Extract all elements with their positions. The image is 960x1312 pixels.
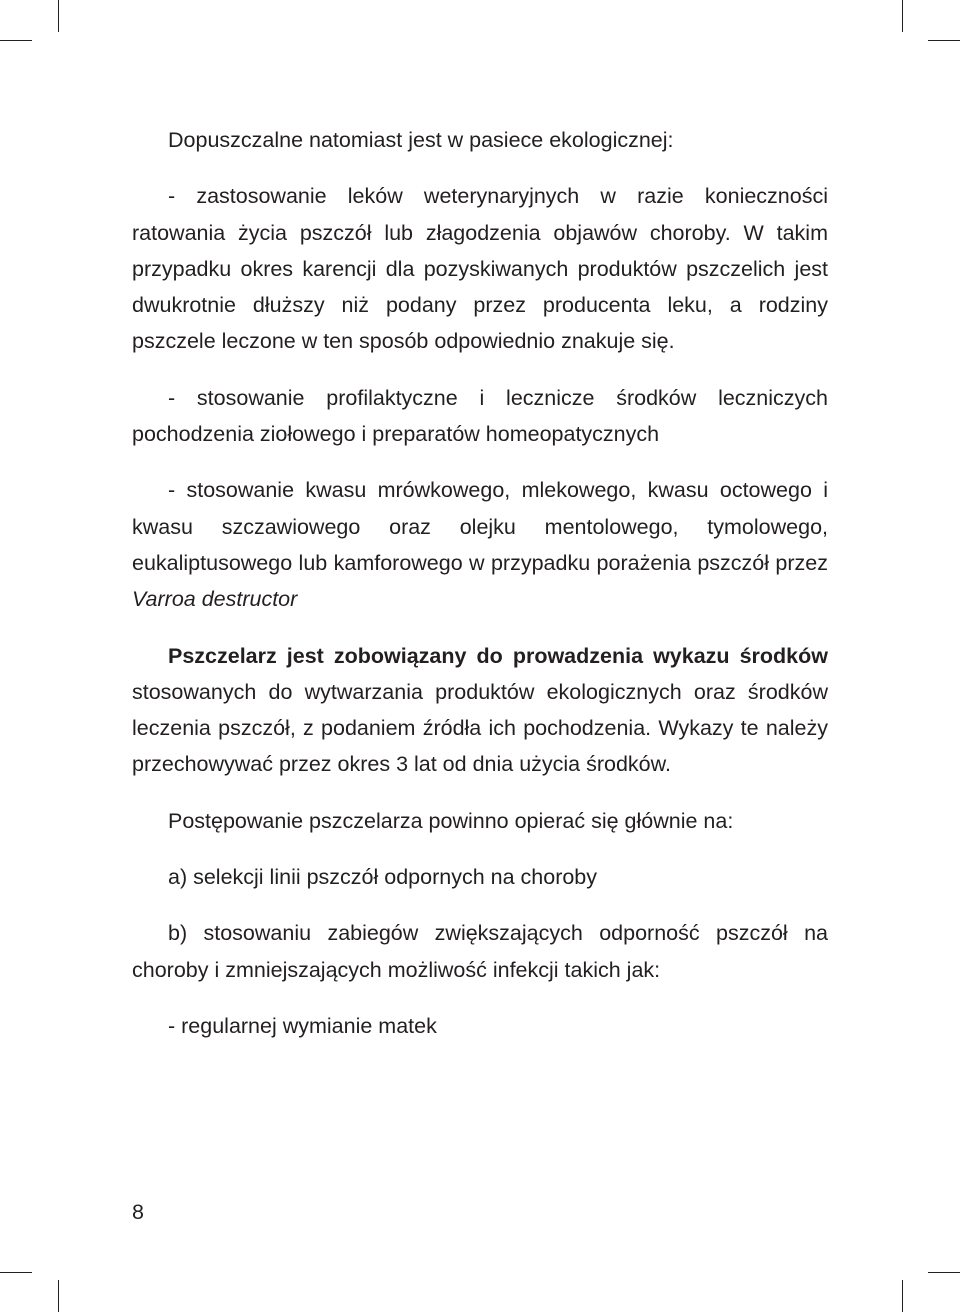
crop-mark <box>58 0 59 32</box>
crop-mark <box>58 1280 59 1312</box>
paragraph-procedure: Postępowanie pszczelarza powinno opierać się głównie na: <box>168 808 734 833</box>
crop-mark <box>928 1272 960 1273</box>
crop-mark <box>902 1280 903 1312</box>
page-content <box>132 122 828 1044</box>
crop-mark <box>0 40 32 41</box>
varroa-term: Varroa destructor <box>132 587 298 612</box>
paragraph-acids <box>132 472 828 617</box>
paragraph-item-b: b) stosowaniu zabiegów zwiększających odporność pszczół na choroby i zmniejszających możliwość infekcji takich jak: <box>132 921 828 982</box>
obligation-text: stosowanych do wytwarzania produktów ekologicznych oraz środków leczenia pszczół, z podaniem źródła ich pochodzenia. Wykazy te należy przechowywać przez okres 3 lat od dnia użycia środków. <box>132 679 828 777</box>
paragraph-obligation <box>132 638 828 783</box>
crop-mark <box>902 0 903 32</box>
paragraph-queen-replacement: - regularnej wymianie matek <box>168 1013 437 1038</box>
paragraph-herbal-remedies: - stosowanie profilaktyczne i lecznicze środków leczniczych pochodzenia ziołowego i preparatów homeopatycznych <box>132 385 828 447</box>
crop-mark <box>928 40 960 41</box>
paragraph-veterinary-drugs: - zastosowanie leków weterynaryjnych w razie konieczności ratowania życia pszczół lub złagodzenia objawów choroby. W takim przypadku okres karencji dla pozyskiwanych produktów pszczelich jest dwukrotnie dłuższy niż podany przez producenta leku, a rodziny pszczele leczone w ten sposób odpowiednio znakuje się. <box>132 184 828 354</box>
crop-mark <box>0 1272 32 1273</box>
paragraph-acids-text: - stosowanie kwasu mrówkowego, mlekowego, kwasu octowego i kwasu szczawiowego oraz olejku mentolowego, tymolowego, eukaliptusowego lub kamforowego w przypadku porażenia pszczół przez <box>132 478 828 575</box>
page-number: 8 <box>132 1200 144 1224</box>
obligation-bold-text: Pszczelarz jest zobowiązany do prowadzenia wykazu środków <box>168 643 828 668</box>
paragraph-item-a: a) selekcji linii pszczół odpornych na choroby <box>168 865 598 890</box>
paragraph-intro: Dopuszczalne natomiast jest w pasiece ekologicznej: <box>168 128 674 152</box>
